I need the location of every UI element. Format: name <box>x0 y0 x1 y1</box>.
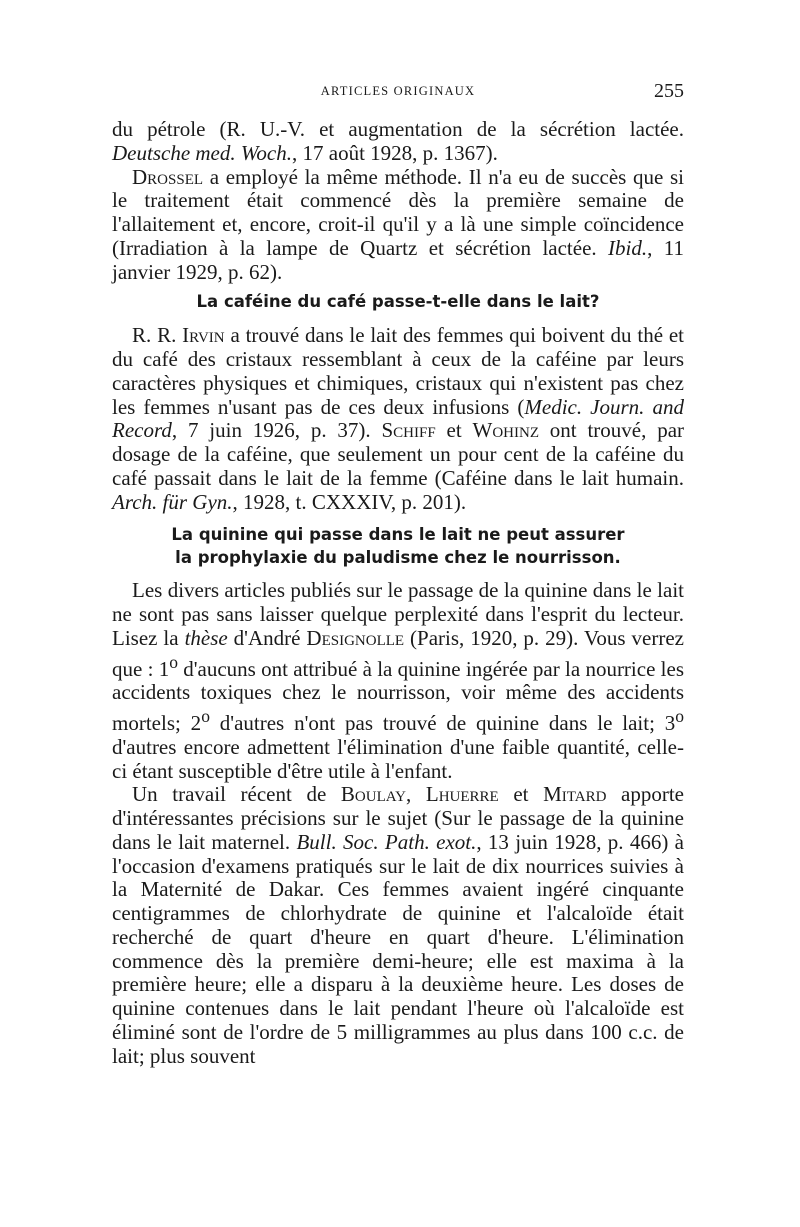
paragraph-drossel: Drossel a employé la même méthode. Il n'a eu de succès que si le traitement était commencé dès la première semaine de l'allaitement et, encore, croit-il qu'il y a là une simple coïncidence (Irradiation à la lampe de Quartz et sécrétion lactée. Ibid., 11 janvier 1929, p. 62). <box>112 164 684 284</box>
ordinal-superscript: o <box>169 651 178 672</box>
page-number: 255 <box>654 80 684 102</box>
author-name: Mitard <box>543 782 607 807</box>
ordinal-superscript: o <box>201 706 210 726</box>
author-name: Schiff <box>381 418 436 443</box>
ordinal-superscript: o <box>675 706 684 726</box>
running-title: ARTICLES ORIGINAUX <box>320 84 476 98</box>
italic-term: thèse <box>184 625 228 650</box>
author-name: Irvin <box>182 323 225 348</box>
author-name: Wohinz <box>472 418 539 443</box>
running-head <box>112 80 684 102</box>
paragraph-articles: Les divers articles publiés sur le passage de la quinine dans le lait ne sont pas sans laisser quelque perplexité dans l'esprit du lecteur. Lisez la thèse d'André Designolle (Paris, 1920, p. 29). Vous verrez que : 1$^o$ d'aucuns ont attribué à la quinine ingérée par la nourrice les accidents toxiques chez le nourrisson, voir même des accidents mortels; 2$^o$ d'autres n'ont pas trouvé de quinine dans le lait; 3$^o$ d'autres encore admettent l'élimination d'une faible quantité, celle-ci étant susceptible d'être utile à l'enfant. <box>112 578 685 783</box>
author-name: Designolle <box>306 625 405 650</box>
section-heading-quinine <box>112 523 684 569</box>
journal-citation: Deutsche med. Woch. <box>112 140 293 165</box>
paragraph-petrole: du pétrole (R. U.-V. et augmentation de la sécrétion lactée. Deutsche med. Woch., 17 août 1928, p. 1367). <box>112 117 684 165</box>
journal-citation: Ibid. <box>608 235 648 260</box>
journal-citation: Bull. Soc. Path. exot. <box>296 829 477 854</box>
paragraph-irvin: R. R. Irvin a trouvé dans le lait des femmes qui boivent du thé et du café des cristaux ressemblant à ceux de la caféine par leurs caractères physiques et chimiques, cristaux qui n'existent pas chez les femmes n'usant pas de ces deux infusions (Medic. Journ. and Record, 7 juin 1926, p. 37). Schiff et Wohinz ont trouvé, par dosage de la caféine, que seulement un pour cent de la caféine du café passait dans le lait de la femme (Caféine dans le lait humain. Arch. für Gyn., 1928, t. CXXXIV, p. 201). <box>112 323 685 514</box>
page-body <box>112 118 684 1068</box>
author-name: Boulay <box>340 782 407 807</box>
section-heading-cafeine: La caféine du café passe-t-elle dans le lait? <box>196 292 600 312</box>
journal-citation: Arch. für Gyn. <box>112 489 233 514</box>
author-name: Lhuerre <box>425 782 499 807</box>
paragraph-boulay: Un travail récent de Boulay, Lhuerre et Mitard apporte d'intéressantes précisions sur le sujet (Sur le passage de la quinine dans le lait maternel. Bull. Soc. Path. exot., 13 juin 1928, p. 466) à l'occasion d'examens pratiqués sur le lait de dix nourrices suivies à la Maternité de Dakar. Ces femmes avaient ingéré cinquante centigrammes de chlorhydrate de quinine et l'alcaloïde était recherché de quart d'heure en quart d'heure. L'élimination commence dès la première demi-heure; elle est maxima à la première heure; elle a disparu à la deuxième heure. Les doses de quinine contenues dans le lait pendant l'heure où l'alcaloïde est éliminé sont de l'ordre de 5 milligrammes au plus dans 100 c.c. de lait; plus souvent <box>112 782 685 1068</box>
author-name: Drossel <box>132 164 204 189</box>
heading-line: la prophylaxie du paludisme chez le nourrisson. <box>175 548 621 568</box>
heading-line: La quinine qui passe dans le lait ne peut assurer <box>171 525 625 545</box>
journal-citation: Medic. Journ. and Record <box>112 394 684 443</box>
